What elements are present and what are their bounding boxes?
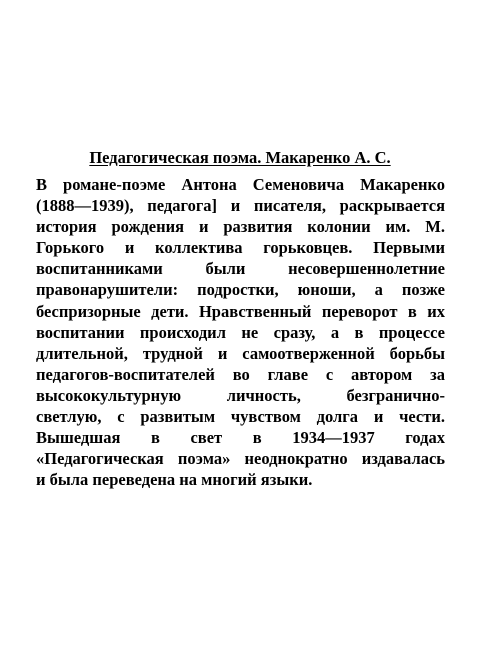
body-line: правонарушители: подростки, юноши, а позже	[36, 280, 445, 300]
body-line: светлую, с развитым чувством долга и чести.	[36, 407, 445, 427]
document-title: Педагогическая поэма. Макаренко А. С.	[89, 148, 391, 167]
body-line: Горького и коллектива горьковцев. Первыми	[36, 238, 445, 258]
body-line: история рождения и развития колонии им. М.	[36, 217, 445, 237]
body-line: воспитании происходил не сразу, а в процессе	[36, 322, 445, 342]
body-line: беспризорные дети. Нравственный переворот в их	[36, 301, 445, 321]
body-line: «Педагогическая поэма» неоднократно издавалась	[36, 449, 445, 469]
body-line: высококультурную личность, безгранично-	[36, 385, 445, 405]
body-line: Вышедшая в свет в 1934—1937 годах	[36, 428, 445, 448]
body-line: длительной, трудной и самоотверженной борьбы	[36, 343, 445, 363]
body-line: воспитанниками были несовершеннолетние	[36, 259, 445, 279]
body-line: и была переведена на многий языки.	[36, 470, 313, 490]
body-line: педагогов-воспитателей во главе с автором за	[36, 364, 445, 384]
body-line: В романе-поэме Антона Семеновича Макаренко	[36, 175, 445, 194]
document-body	[36, 174, 445, 490]
body-line: (1888—1939), педагога] и писателя, раскрывается	[36, 196, 445, 216]
